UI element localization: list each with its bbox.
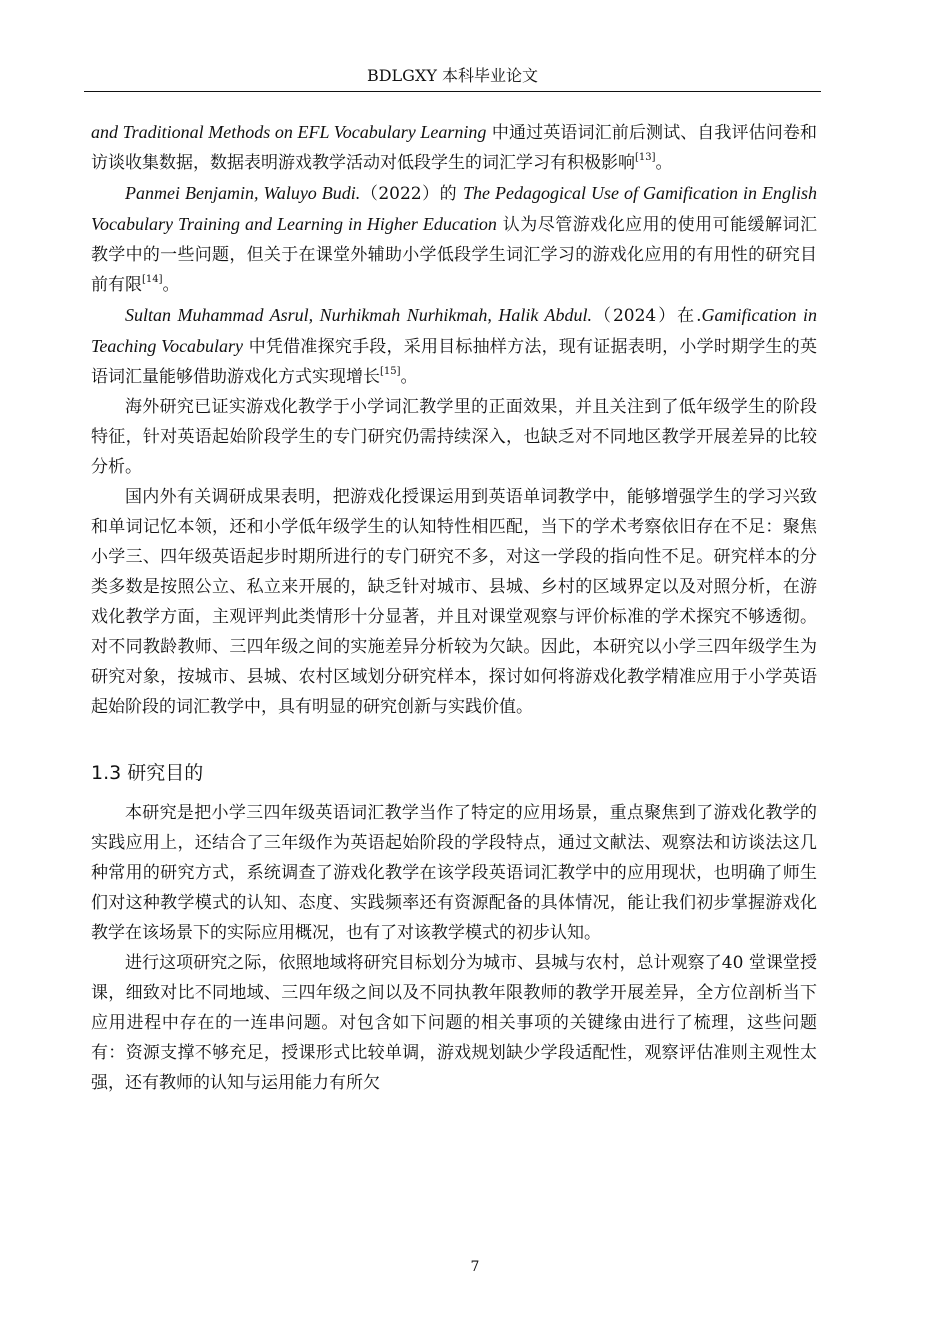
paragraph-research-gap: 国内外有关调研成果表明，把游戏化授课运用到英语单词教学中，能够增强学生的学习兴致和单词记忆本领，还和小学低年级学生的认知特性相匹配，当下的学术考察依旧存在不足：聚焦小学三、四年级英语起步时期所进行的专门研究不多，对这一学段的指向性不足。研究样本的分类多数是按照公立、私立来开展的，缺乏针对城市、县城、乡村的区域界定以及对照分析，在游戏化教学方面，主观评判此类情形十分显著，并且对课堂观察与评价标准的学术探究不够透彻。对不同教龄教师、三四年级之间的实施差异分析较为欠缺。因此，本研究以小学三四年级学生为研究对象，按城市、县城、农村区域划分研究样本，探讨如何将游戏化教学精准应用于小学英语起始阶段的词汇教学中，具有明显的研究创新与实践价值。 (91, 487, 817, 717)
paragraph-text: 中通过英语词汇前后测试、自我评估问卷和访谈收集数据，数据表明游戏教学活动对低段学生的词汇学习有积极影响 (91, 123, 818, 173)
paragraph-end: 。 (655, 153, 673, 173)
citation-ref: [15] (380, 366, 401, 377)
cited-title: Gamification in Teaching Vocabulary (91, 305, 818, 356)
paragraph-citation-13 (91, 117, 817, 178)
cited-title: The Pedagogical Use of Gamification in English Vocabulary Training and Learning in Higher Education (91, 183, 817, 234)
cited-title: and Traditional Methods on EFL Vocabulary Learning (91, 122, 487, 142)
citation-ref: [14] (142, 274, 163, 285)
cited-year: （2024）在. (592, 306, 702, 326)
header-rule (84, 91, 821, 92)
paragraph-purpose: 本研究是把小学三四年级英语词汇教学当作了特定的应用场景，重点聚焦到了游戏化教学的实践应用上，还结合了三年级作为英语起始阶段的学段特点，通过文献法、观察法和访谈法这几种常用的研究方式，系统调查了游戏化教学在该学段英语词汇教学中的应用现状，也明确了师生们对这种教学模式的认知、态度、实践频率还有资源配备的具体情况，能让我们初步掌握游戏化教学在该场景下的实际应用概况，也有了对该教学模式的初步认知。 (91, 803, 817, 943)
cited-authors: Panmei Benjamin, Waluyo Budi. (125, 183, 361, 203)
cited-authors: Sultan Muhammad Asrul, Nurhikmah Nurhikmah, Halik Abdul. (125, 305, 593, 325)
running-header: BDLGXY 本科毕业论文 (366, 66, 539, 85)
citation-ref: [13] (635, 152, 656, 163)
section-heading: 1.3 研究目的 (91, 762, 204, 784)
paragraph-overseas-summary: 海外研究已证实游戏化教学于小学词汇教学里的正面效果，并且关注到了低年级学生的阶段特征，针对英语起始阶段学生的专门研究仍需持续深入，也缺乏对不同地区教学开展差异的比较分析。 (91, 397, 817, 477)
body-text (91, 117, 817, 1098)
paragraph-citation-14 (91, 178, 817, 300)
paragraph-method: 进行这项研究之际，依照地域将研究目标划分为城市、县城与农村，总计观察了40 堂课堂授课，细致对比不同地域、三四年级之间以及不同执教年限教师的教学开展差异，全方位剖析当下应用进程中存在的一连串问题。对包含如下问题的相关事项的关键缘由进行了梳理，这些问题有：资源支撑不够充足，授课形式比较单调，游戏规划缺少学段适配性，观察评估准则主观性太强，还有教师的认知与运用能力有所欠 (91, 953, 817, 1093)
paragraph-end: 。 (400, 367, 418, 387)
paragraph-citation-15 (91, 300, 817, 392)
paragraph-end: 。 (162, 275, 180, 295)
paragraph-text: 认为尽管游戏化应用的使用可能缓解词汇教学中的一些问题，但关于在课堂外辅助小学低段学生词汇学习的游戏化应用的有用性的研究目前有限 (91, 215, 818, 295)
page-number: 7 (470, 1259, 480, 1275)
cited-year: （2022）的 (360, 184, 463, 204)
paragraph-text: 中凭借准探究手段，采用目标抽样方法，现有证据表明，小学时期学生的英语词汇量能够借助游戏化方式实现增长 (91, 337, 818, 387)
